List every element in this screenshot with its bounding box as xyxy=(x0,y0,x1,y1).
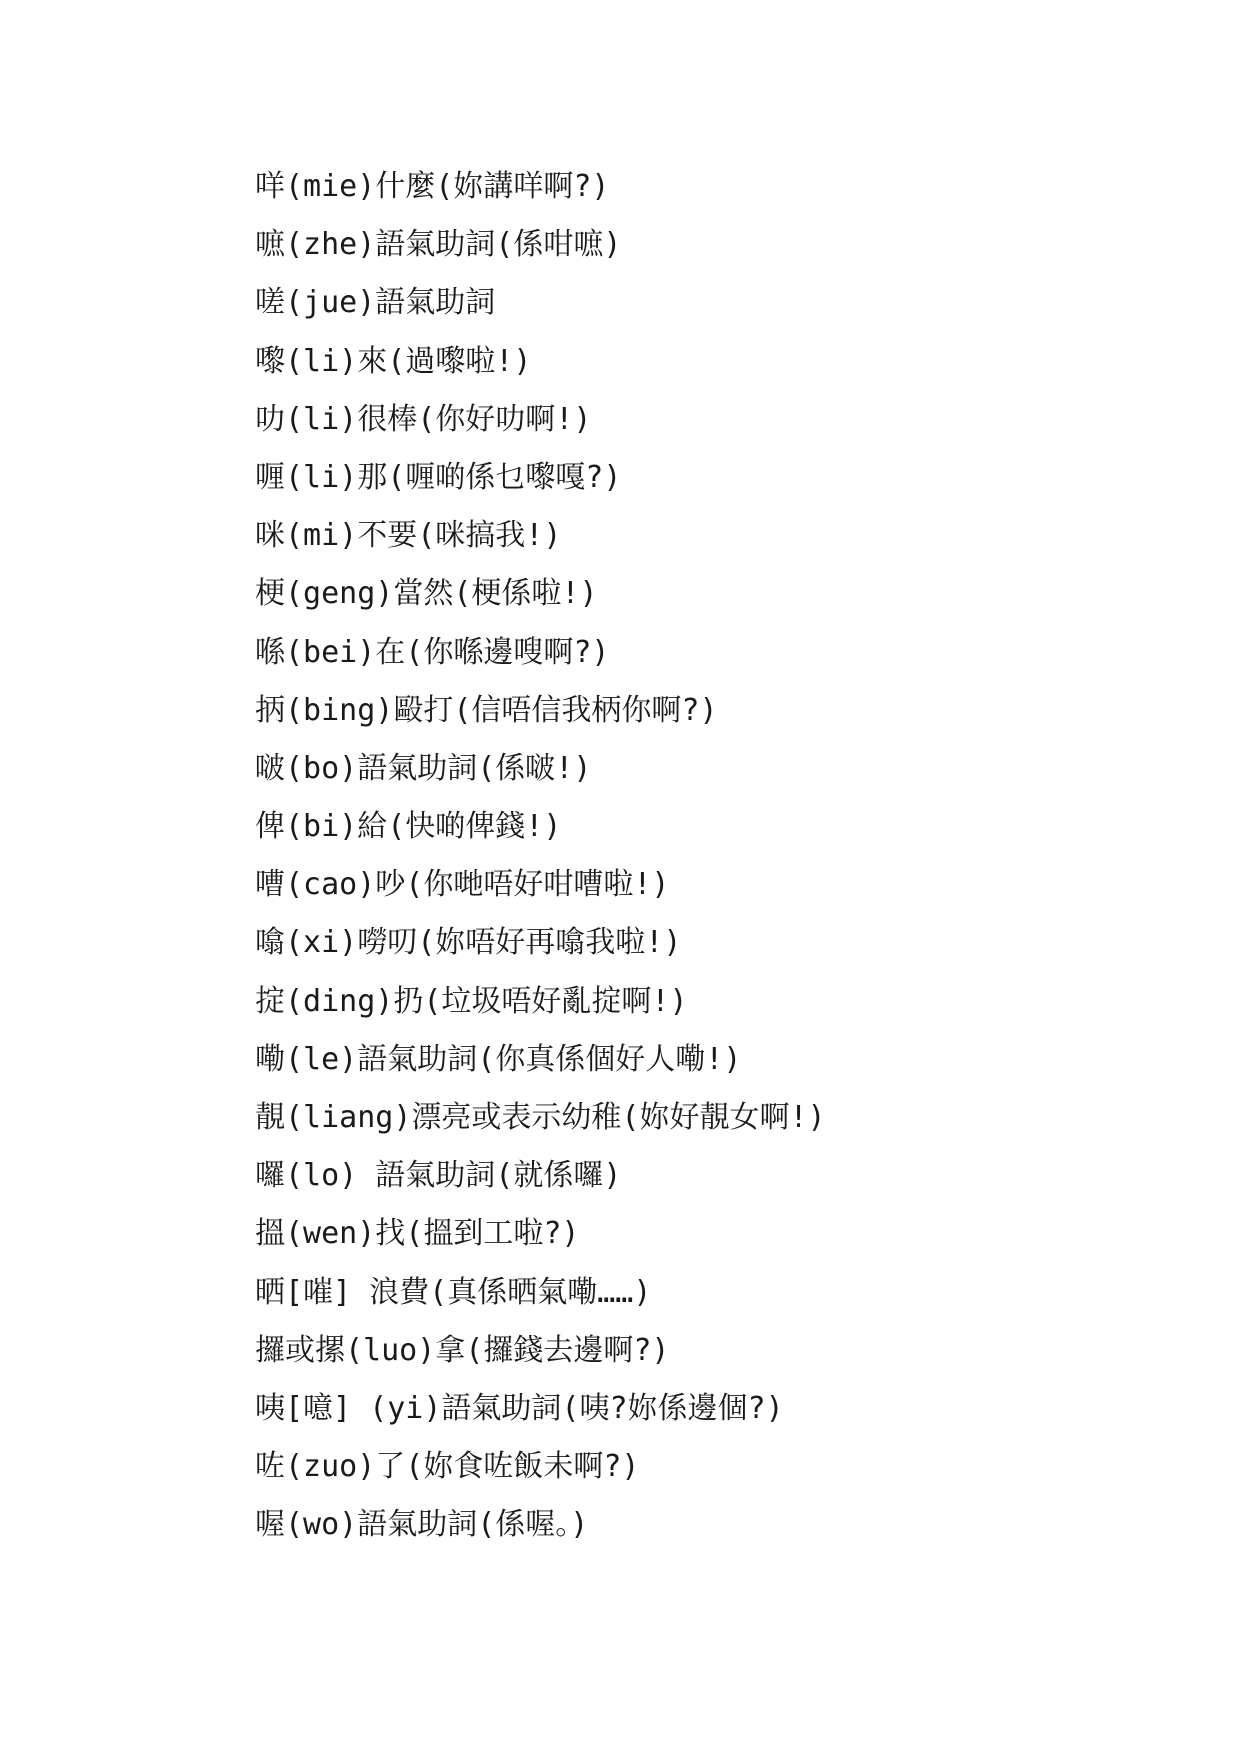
glossary-entry: 喺(bei)在(你喺邊嗖啊?) xyxy=(255,634,610,670)
glossary-entry: 嚟(li)來(過嚟啦!) xyxy=(255,343,532,379)
glossary-entry: 噏(xi)嘮叨(妳唔好再噏我啦!) xyxy=(255,925,682,961)
glossary-entry: 喱(li)那(喱啲係乜嚟嘎?) xyxy=(255,459,622,495)
glossary-entry: 嗻(zhe)語氣助詞(係咁嗻) xyxy=(255,227,622,263)
glossary-entry: 嘈(cao)吵(你哋唔好咁嘈啦!) xyxy=(255,867,670,903)
glossary-entry: 嗟(jue)語氣助詞 xyxy=(255,285,496,321)
glossary-entry: 囉(lo) 語氣助詞(就係囉) xyxy=(255,1158,622,1194)
glossary-entry: 俾(bi)給(快啲俾錢!) xyxy=(255,809,562,845)
glossary-entry: 咩(mie)什麼(妳講咩啊?) xyxy=(255,169,610,204)
glossary-entry: 掟(ding)扔(垃圾唔好亂掟啊!) xyxy=(255,983,688,1019)
glossary-entry: 啵(bo)語氣助詞(係啵!) xyxy=(255,750,592,786)
glossary-entry: 搵(wen)找(搵到工啦?) xyxy=(255,1216,580,1252)
glossary-entry: 喔(wo)語氣助詞(係喔。) xyxy=(255,1507,589,1543)
glossary-entry: 梗(geng)當然(梗係啦!) xyxy=(255,576,598,612)
glossary-entry: 晒[嗺] 浪費(真係晒氣嘞……) xyxy=(255,1274,652,1310)
glossary-entry: 叻(li)很棒(你好叻啊!) xyxy=(255,401,592,437)
glossary-entry: 嘞(le)語氣助詞(你真係個好人嘞!) xyxy=(255,1041,742,1077)
glossary-entry: 咦[噫] (yi)語氣助詞(咦?妳係邊個?) xyxy=(255,1390,784,1426)
glossary-list xyxy=(255,158,826,1555)
glossary-entry: 攞或摞(luo)拿(攞錢去邊啊?) xyxy=(255,1332,670,1368)
glossary-entry: 靚(liang)漂亮或表示幼稚(妳好靚女啊!) xyxy=(255,1100,826,1135)
glossary-entry: 咗(zuo)了(妳食咗飯未啊?) xyxy=(255,1449,640,1485)
glossary-entry: 抦(bing)毆打(信唔信我柄你啊?) xyxy=(255,692,718,728)
glossary-entry: 咪(mi)不要(咪搞我!) xyxy=(255,518,562,554)
